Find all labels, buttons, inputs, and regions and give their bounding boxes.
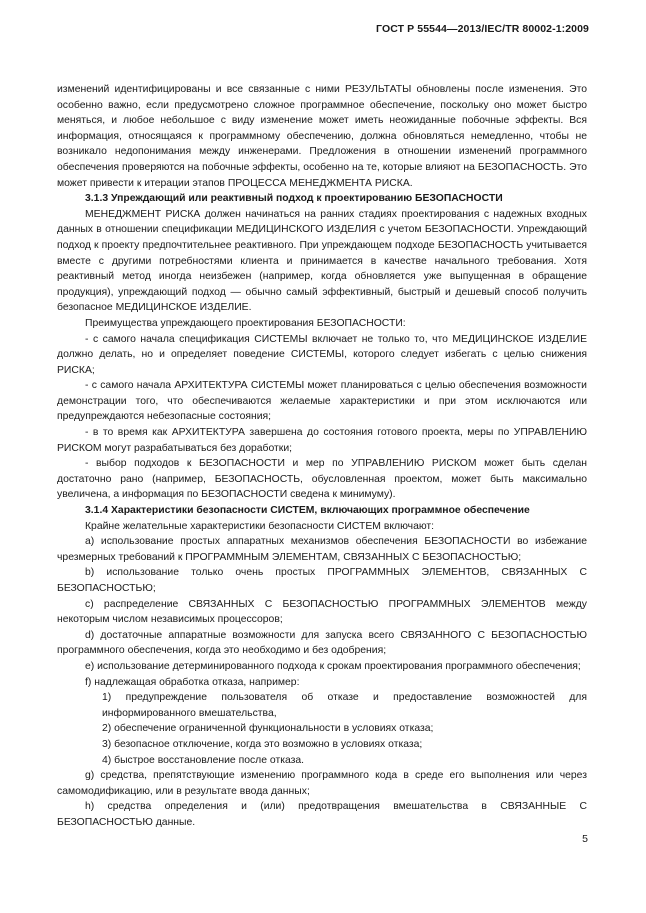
document-header: ГОСТ Р 55544—2013/IEC/TR 80002-1:2009 — [376, 23, 589, 35]
paragraph: 1) предупреждение пользователя об отказе и предоставление возможностей для информированного вмешательства, — [102, 692, 587, 719]
paragraph: - с самого начала спецификация СИСТЕМЫ включает не только то, что МЕДИЦИНСКОЕ ИЗДЕЛИЕ должно делать, но и определяет поведение СИСТЕМЫ, которого следует избегать с целью снижения РИСКА; — [57, 333, 587, 376]
paragraph: e) использование детерминированного подхода к срокам проектирования программного обеспечения; — [85, 660, 581, 672]
paragraph: a) использование простых аппаратных механизмов обеспечения БЕЗОПАСНОСТИ во избежание чрезмерных требований к ПРОГРАММНЫМ ЭЛЕМЕНТАМ, СВЯЗАННЫХ С БЕЗОПАСНОСТЬЮ; — [57, 536, 587, 563]
paragraph: h) средства определения и (или) предотвращения вмешательства в СВЯЗАННЫЕ С БЕЗОПАСНОСТЬЮ данные. — [57, 801, 587, 828]
paragraph: c) распределение СВЯЗАННЫХ С БЕЗОПАСНОСТЬЮ ПРОГРАММНЫХ ЭЛЕМЕНТОВ между некоторым числом независимых процессоров; — [57, 598, 587, 626]
paragraph: f) надлежащая обработка отказа, например: — [85, 676, 300, 688]
document-body — [57, 82, 587, 831]
section-heading: 3.1.4 Характеристики безопасности СИСТЕМ, включающих программное обеспечение — [85, 505, 530, 517]
paragraph: d) достаточные аппаратные возможности для запуска всего СВЯЗАННОГО С БЕЗОПАСНОСТЬЮ программного обеспечения, когда это необходимо и без одобрения; — [57, 629, 587, 657]
section-heading: 3.1.3 Упреждающий или реактивный подход к проектированию БЕЗОПАСНОСТИ — [85, 193, 503, 205]
paragraph: изменений идентифицированы и все связанные с ними РЕЗУЛЬТАТЫ обновлены после изменения. Это особенно важно, если предусмотрено сложное программное обеспечение, поскольку оно может быстро меняться, и любое небольшое с виду изменение может иметь неожиданные побочные эффекты. Вся информация, относящаяся к программному обеспечению, должна обновляться немедленно, чтобы не возникало недопонимания между инженерами. Предложения в отношении изменений программного обеспечения проверяются на побочные эффекты, особенно на те, которые влияют на БЕЗОПАСНОСТЬ. Это может привести к итерации этапов ПРОЦЕССА МЕНЕДЖМЕНТА РИСКА. — [57, 84, 587, 189]
paragraph: Крайне желательные характеристики безопасности СИСТЕМ включают: — [85, 520, 435, 532]
paragraph: 2) обеспечение ограниченной функциональности в условиях отказа; — [102, 723, 434, 735]
paragraph: g) средства, препятствующие изменению программного кода в среде его выполнения или через самомодификацию, или в результате ввода данных; — [57, 770, 587, 797]
paragraph: МЕНЕДЖМЕНТ РИСКА должен начинаться на ранних стадиях проектирования с надежных входных данных в отношении спецификации МЕДИЦИНСКОГО ИЗДЕЛИЯ с учетом БЕЗОПАСНОСТИ. Упреждающий подход к проекту предпочтительнее реактивного. При упреждающем подходе БЕЗОПАСНОСТЬ учитывается вместе с другими потребностями клиента и принимается в качестве начального требования. Хотя реактивный метод иногда неизбежен (например, когда обновляется уже выпущенная в обращение продукция), упреждающий подход — обычно самый эффективный, быстрый и дешевый способ получить безопасное МЕДИЦИНСКОЕ ИЗДЕЛИЕ. — [57, 208, 587, 314]
paragraph: 4) быстрое восстановление после отказа. — [102, 754, 305, 766]
paragraph: - в то время как АРХИТЕКТУРА завершена до состояния готового проекта, меры по УПРАВЛЕНИЮ РИСКОМ могут разрабатываться без доработки; — [57, 427, 587, 454]
paragraph: b) использование только очень простых ПРОГРАММНЫХ ЭЛЕМЕНТОВ, СВЯЗАННЫХ С БЕЗОПАСНОСТЬЮ; — [57, 567, 587, 594]
paragraph: Преимущества упреждающего проектирования БЕЗОПАСНОСТИ: — [85, 317, 406, 329]
paragraph: - выбор подходов к БЕЗОПАСНОСТИ и мер по УПРАВЛЕНИЮ РИСКОМ может быть сделан достаточно рано (например, БЕЗОПАСНОСТЬ, обусловленная проектом, может быть максимально увеличена, а информация по БЕЗОПАСНОСТИ сведена к минимуму). — [57, 458, 587, 501]
paragraph: 3) безопасное отключение, когда это возможно в условиях отказа; — [102, 738, 423, 750]
page-number: 5 — [582, 833, 588, 845]
paragraph: - с самого начала АРХИТЕКТУРА СИСТЕМЫ может планироваться с целью обеспечения возможности демонстрации того, что обеспечиваются желаемые характеристики и при этом исключаются или предупреждаются небезопасные состояния; — [57, 380, 587, 423]
